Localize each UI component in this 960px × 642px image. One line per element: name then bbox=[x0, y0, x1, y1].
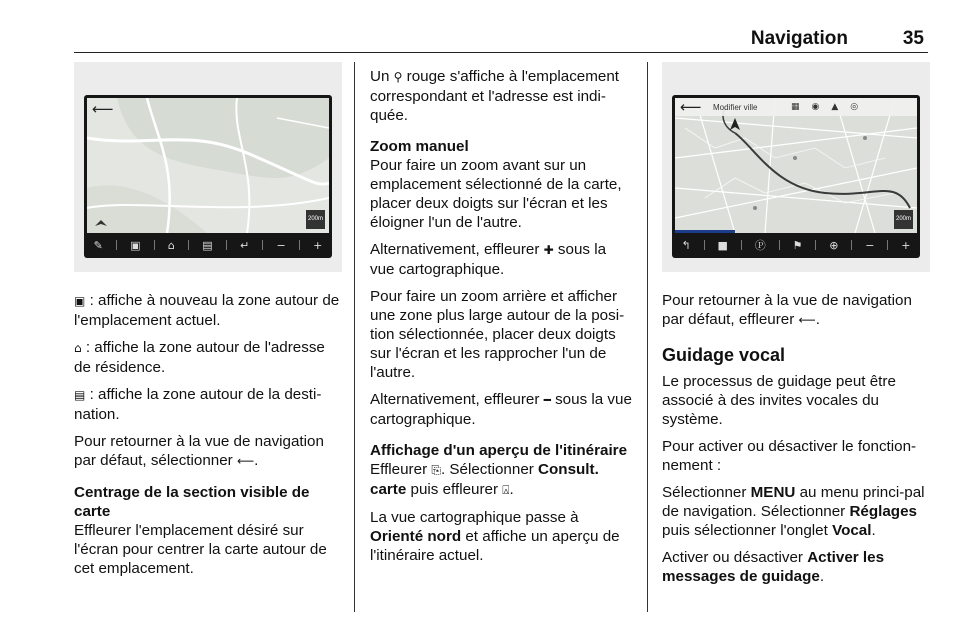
paragraph-zoom-out-alt: Alternativement, effleurer ━ sous la vue cartographique. bbox=[370, 391, 632, 428]
back-arrow-icon: ⟵ bbox=[798, 313, 816, 327]
page-header bbox=[74, 26, 928, 53]
map-toolbar-overview bbox=[675, 235, 917, 255]
route-progress-bar bbox=[675, 230, 735, 233]
column-3 bbox=[662, 62, 930, 594]
zoom-in-icon[interactable]: + bbox=[901, 238, 911, 252]
paragraph-voice-menu: Sélectionner MENU au menu princi-pal de navigation. Sélectionner Réglages puis sélectionner l'onglet Vocal. bbox=[662, 484, 925, 539]
column-divider-1 bbox=[354, 62, 355, 612]
back-arrow-icon: ⟵ bbox=[236, 454, 255, 468]
paragraph-north: La vue cartographique passe à Orienté nord et affiche un aperçu de l'itinéraire actuel. bbox=[370, 509, 620, 564]
paragraph-zoom-in: Pour faire un zoom avant sur un emplacement sélectionné de la carte, placer deux doigts sur l'écran et les éloigner l'un de l'autre. bbox=[370, 157, 622, 231]
edit-icon[interactable]: ✎ bbox=[93, 238, 103, 252]
route-icon[interactable]: ↵ bbox=[239, 238, 250, 252]
zoom-in-icon: ✚ bbox=[543, 243, 554, 257]
map-toolbar bbox=[87, 235, 329, 255]
map-figure-1 bbox=[74, 62, 342, 272]
map-figure-2 bbox=[662, 62, 930, 272]
map-pin-icon: ⚲ bbox=[393, 70, 403, 84]
paragraph-zoom-out: Pour faire un zoom arrière et afficher une zone plus large autour de la posi-tion sélectionnée, placer deux doigts sur l'écran et les rapprocher l'un de l'autre. bbox=[370, 288, 625, 381]
map-scale: 200m bbox=[306, 210, 325, 229]
car-position-icon: ▣ bbox=[74, 294, 86, 308]
settings-icon[interactable]: ◎ bbox=[850, 101, 859, 112]
parking-icon[interactable]: Ⓟ bbox=[754, 238, 766, 252]
paragraph-pin: Un ⚲ rouge s'affiche à l'emplacement correspondant et l'adresse est indi-quée. bbox=[370, 68, 620, 124]
zoom-out-icon: ━ bbox=[543, 393, 551, 407]
zoom-out-icon[interactable]: − bbox=[276, 238, 286, 252]
map-graphic-overview bbox=[675, 98, 917, 233]
map-screen bbox=[84, 95, 332, 258]
modify-city-label[interactable]: Modifier ville bbox=[713, 102, 758, 112]
paragraph-voice-intro: Le processus de guidage peut être associé à des invites vocales du système. bbox=[662, 373, 896, 428]
car-position-icon[interactable]: ◉ bbox=[811, 101, 820, 112]
paragraph-overview: Effleurer ⎘. Sélectionner Consult. carte puis effleurer ⍓. bbox=[370, 461, 599, 498]
paragraph-centering: Effleurer l'emplacement désiré sur l'écran pour centrer la carte autour de cet emplacement. bbox=[74, 522, 327, 577]
map-view[interactable] bbox=[87, 98, 329, 233]
back-arrow-icon[interactable]: ⟵ bbox=[92, 100, 114, 118]
page-title: Navigation bbox=[750, 28, 848, 49]
map-view-overview[interactable] bbox=[675, 98, 917, 233]
map-graphic bbox=[87, 98, 329, 233]
column-divider-2 bbox=[647, 62, 648, 612]
city-icon[interactable]: ▦ bbox=[791, 101, 800, 112]
section-heading-voice: Guidage vocal bbox=[662, 345, 786, 365]
section-heading-zoom: Zoom manuel bbox=[370, 138, 469, 155]
column-2 bbox=[370, 67, 634, 573]
section-heading-overview: Affichage d'un aperçu de l'itinéraire bbox=[370, 442, 628, 459]
home-icon[interactable]: ⌂ bbox=[167, 238, 175, 252]
route-overview-icon: ⎘ bbox=[431, 463, 441, 477]
route-icon[interactable]: ↰ bbox=[681, 238, 691, 252]
list-icon[interactable]: ■ bbox=[717, 238, 728, 252]
paragraph-voice-toggle: Pour activer ou désactiver le fonction-nement : bbox=[662, 438, 917, 474]
paragraph-vehicle: ▣ : affiche à nouveau la zone autour de l'emplacement actuel. bbox=[74, 292, 340, 329]
car-position-icon[interactable]: ▣ bbox=[130, 238, 141, 252]
zoom-out-icon[interactable]: − bbox=[865, 238, 875, 252]
paragraph-home: ⌂ : affiche la zone autour de l'adresse de résidence. bbox=[74, 339, 325, 376]
north-up-icon: ⍓ bbox=[502, 483, 510, 497]
paragraph-destination: ▤ : affiche la zone autour de la desti-nation. bbox=[74, 386, 322, 423]
section-heading: Centrage de la section visible de carte bbox=[74, 484, 310, 520]
map-scale: 200m bbox=[894, 210, 913, 229]
paragraph-return: Pour retourner à la vue de navigation par défaut, sélectionner ⟵. bbox=[74, 433, 324, 469]
north-up-icon[interactable]: ▲ bbox=[831, 101, 839, 112]
destination-flag-icon: ▤ bbox=[74, 388, 86, 402]
traffic-icon[interactable]: ⚑ bbox=[792, 238, 803, 252]
column-1 bbox=[74, 62, 342, 586]
destination-flag-icon[interactable]: ▤ bbox=[202, 238, 213, 252]
map-screen-overview bbox=[672, 95, 920, 258]
paragraph-return-default: Pour retourner à la vue de navigation par défaut, effleurer ⟵. bbox=[662, 292, 912, 328]
zoom-in-icon[interactable]: + bbox=[313, 238, 323, 252]
map-top-bar bbox=[675, 98, 917, 116]
back-arrow-icon[interactable]: ⟵ bbox=[680, 98, 702, 116]
page-number: 35 bbox=[902, 28, 924, 49]
center-icon[interactable]: ⊕ bbox=[829, 238, 839, 252]
paragraph-zoom-in-alt: Alternativement, effleurer ✚ sous la vue cartographique. bbox=[370, 241, 607, 278]
paragraph-voice-activate: Activer ou désactiver Activer les messages de guidage. bbox=[662, 549, 885, 585]
home-icon: ⌂ bbox=[74, 341, 82, 355]
